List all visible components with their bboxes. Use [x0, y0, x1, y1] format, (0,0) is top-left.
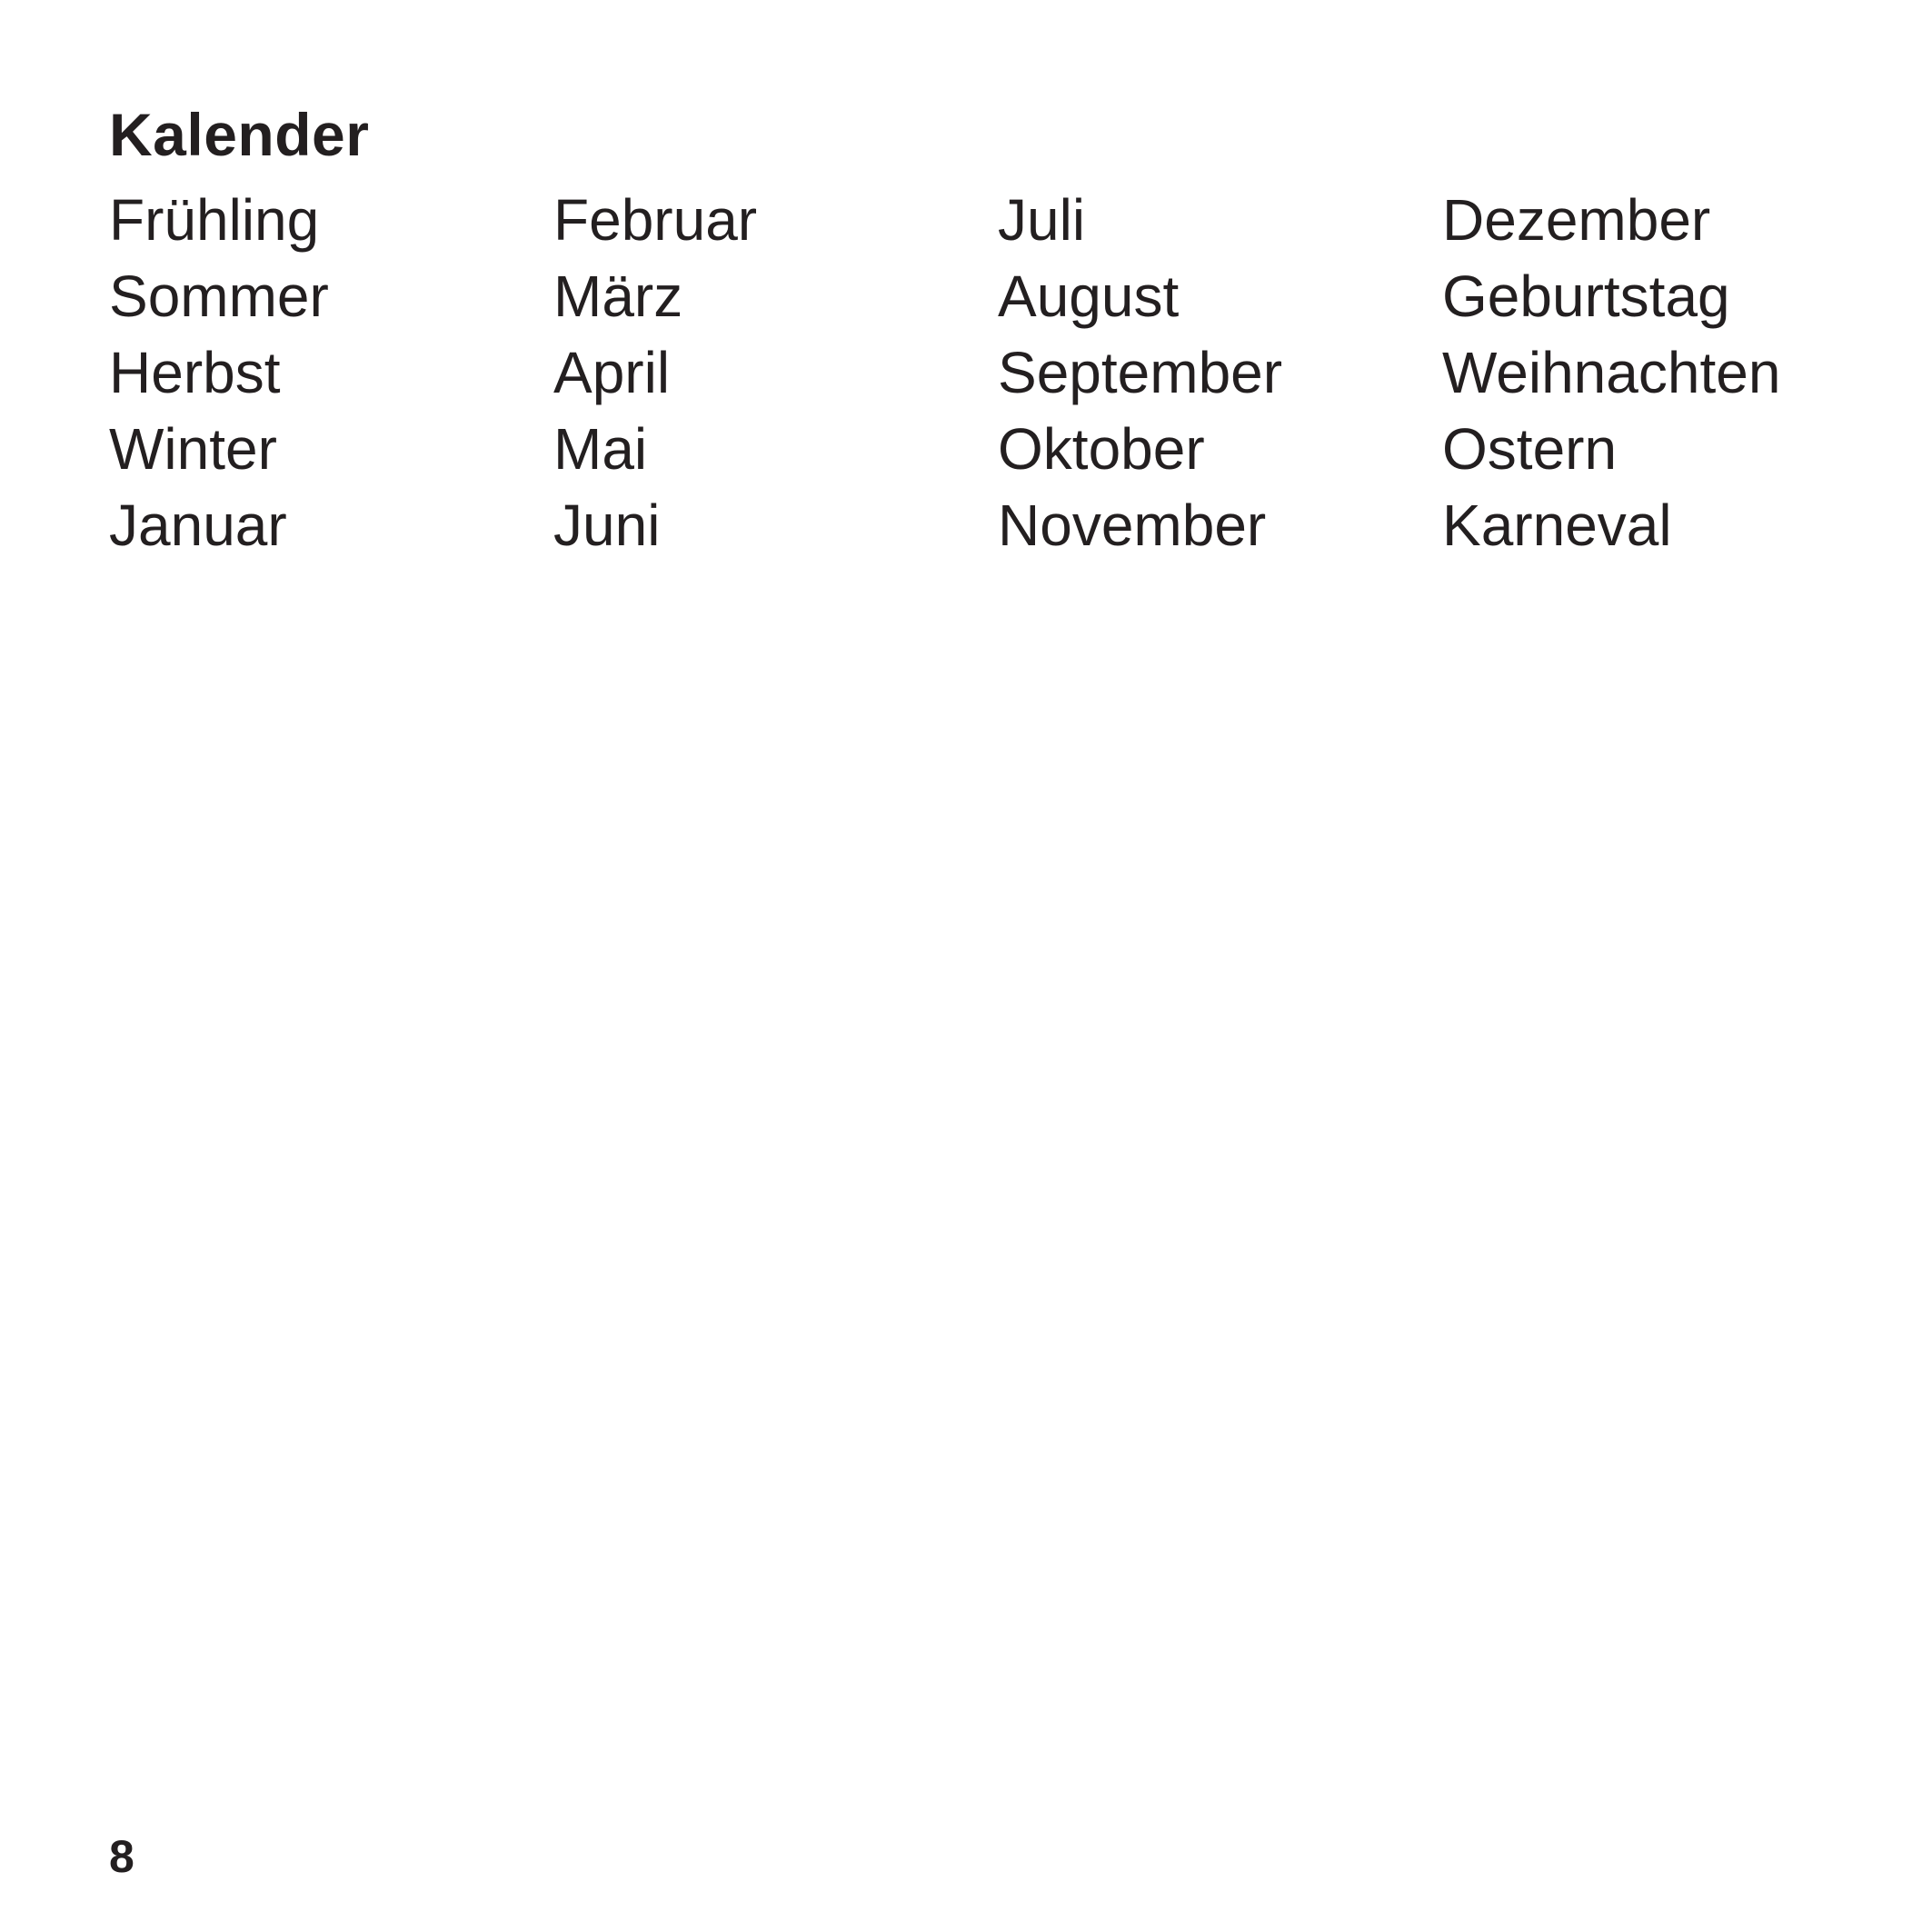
word-item: Juni [553, 493, 661, 558]
word-item: August [998, 264, 1180, 329]
word-item: Juli [998, 187, 1086, 253]
word-item: Winter [109, 416, 277, 482]
word-item: Mai [553, 416, 648, 482]
word-item: Dezember [1442, 187, 1711, 253]
word-item: Frühling [109, 187, 320, 253]
page-title: Kalender [109, 101, 370, 168]
word-item: Januar [109, 493, 287, 558]
word-item: Ostern [1442, 416, 1618, 482]
word-item: Sommer [109, 264, 329, 329]
word-item: Weihnachten [1442, 340, 1781, 405]
word-item: April [553, 340, 671, 405]
word-item: Herbst [109, 340, 281, 405]
word-item: März [553, 264, 683, 329]
word-item: Karneval [1442, 493, 1672, 558]
word-item: Geburtstag [1442, 264, 1730, 329]
word-item: September [998, 340, 1283, 405]
word-item: November [998, 493, 1267, 558]
word-grid [109, 182, 1887, 563]
page-number: 8 [109, 1831, 134, 1882]
word-item: Februar [553, 187, 758, 253]
word-item: Oktober [998, 416, 1205, 482]
